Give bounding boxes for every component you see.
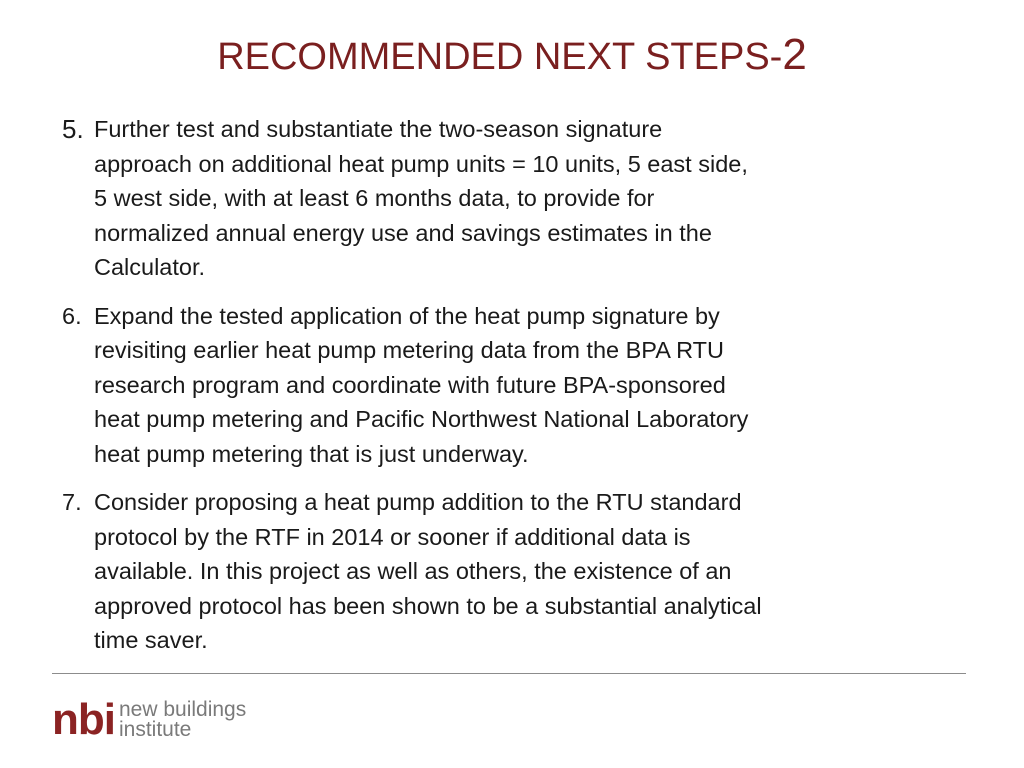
step-line: protocol by the RTF in 2014 or sooner if additional data is: [94, 523, 691, 550]
nbi-logo: [52, 695, 246, 745]
step-item-6: [62, 299, 922, 472]
step-item-7: [62, 485, 922, 658]
step-line: approved protocol has been shown to be a substantial analytical: [94, 592, 762, 619]
step-line: heat pump metering that is just underway.: [94, 440, 529, 467]
logo-mark: nbi: [52, 695, 115, 744]
logo-wordmark: [119, 700, 246, 740]
slide-title: [0, 30, 1024, 80]
step-line: Calculator.: [94, 254, 206, 280]
step-number: 5.: [62, 114, 84, 144]
logo-line-2: institute: [118, 718, 192, 741]
step-line: research program and coordinate with future BPA-sponsored: [94, 371, 726, 398]
step-line: Further test and substantiate the two-season signature: [94, 116, 663, 142]
step-line: available. In this project as well as others, the existence of an: [94, 558, 732, 584]
step-line: Consider proposing a heat pump addition to the RTU standard: [94, 489, 742, 515]
step-number: 7.: [62, 489, 82, 515]
step-text: [94, 116, 748, 280]
logo-line-1: new buildings: [118, 698, 247, 721]
step-line: time saver.: [94, 627, 208, 653]
step-text: [94, 489, 762, 653]
step-item-5: [62, 112, 922, 285]
step-line: normalized annual energy use and savings estimates in the: [94, 219, 712, 246]
step-line: approach on additional heat pump units = 10 units, 5 east side,: [94, 150, 748, 177]
title-text: RECOMMENDED NEXT STEPS-: [217, 36, 783, 78]
step-line: heat pump metering and Pacific Northwest National Laboratory: [94, 406, 749, 432]
footer-divider: [52, 673, 966, 674]
step-line: revisiting earlier heat pump metering data from the BPA RTU: [94, 337, 725, 363]
steps-list: [62, 112, 922, 672]
step-number: 6.: [62, 302, 82, 329]
step-line: Expand the tested application of the heat pump signature by: [94, 302, 720, 329]
step-line: 5 west side, with at least 6 months data, to provide for: [94, 185, 655, 211]
title-suffix: 2: [782, 30, 807, 79]
step-text: [94, 303, 748, 467]
